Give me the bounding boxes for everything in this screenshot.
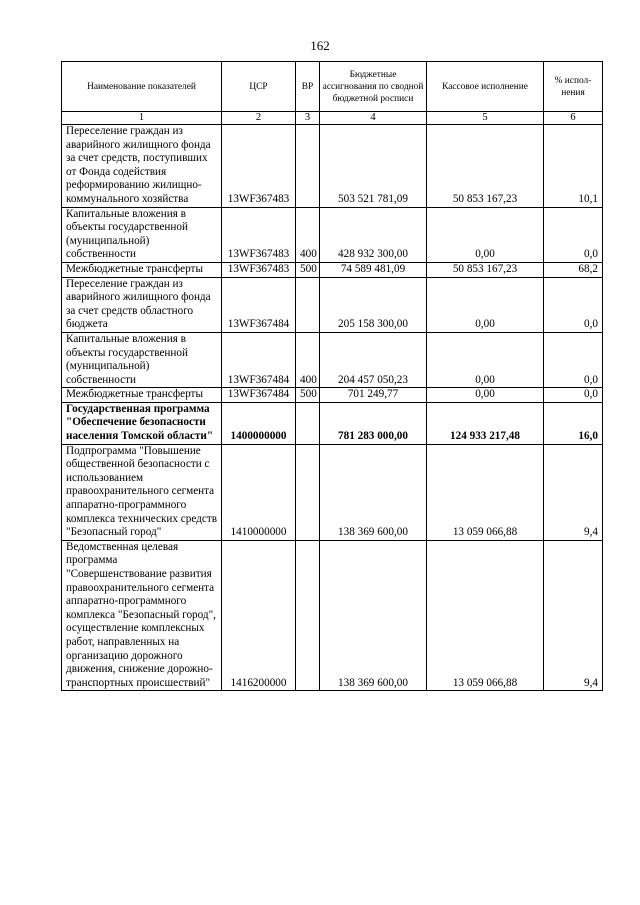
cell-budget: 138 369 600,00 bbox=[320, 444, 427, 540]
cell-pct: 0,0 bbox=[544, 207, 603, 262]
table-row bbox=[62, 332, 603, 387]
cell-csr: 13WF367484 bbox=[222, 277, 296, 332]
cell-budget: 74 589 481,09 bbox=[320, 262, 427, 277]
cell-vr bbox=[296, 125, 320, 208]
cell-name: Переселение граждан из аварийного жилищного фонда за счет средств областного бюджета bbox=[62, 277, 222, 332]
cell-budget: 503 521 781,09 bbox=[320, 125, 427, 208]
header-vr: ВР bbox=[296, 62, 320, 112]
cell-pct: 0,0 bbox=[544, 277, 603, 332]
cell-budget: 204 457 050,23 bbox=[320, 332, 427, 387]
cell-name: Межбюджетные трансферты bbox=[62, 262, 222, 277]
cell-pct: 0,0 bbox=[544, 388, 603, 403]
cell-vr: 500 bbox=[296, 262, 320, 277]
cell-cash: 0,00 bbox=[427, 332, 544, 387]
cell-cash: 13 059 066,88 bbox=[427, 540, 544, 691]
cell-budget: 138 369 600,00 bbox=[320, 540, 427, 691]
cell-cash: 124 933 217,48 bbox=[427, 402, 544, 444]
cell-budget: 205 158 300,00 bbox=[320, 277, 427, 332]
cell-csr: 13WF367484 bbox=[222, 388, 296, 403]
column-number: 6 bbox=[544, 112, 603, 125]
cell-name: Капитальные вложения в объекты государственной (муниципальной) собственности bbox=[62, 332, 222, 387]
table-row bbox=[62, 207, 603, 262]
cell-cash: 13 059 066,88 bbox=[427, 444, 544, 540]
table-row bbox=[62, 262, 603, 277]
page-number: 162 bbox=[310, 38, 330, 53]
header-name: Наименование показателей bbox=[62, 62, 222, 112]
cell-name: Ведомственная целевая программа "Совершенствование развития правоохранительного сегмента аппаратно-программного комплекса "Безопасный город", осуществление комплексных работ, направленных на организацию дорожного движения, снижение дорожно-транспортных происшествий" bbox=[62, 540, 222, 691]
column-number: 2 bbox=[222, 112, 296, 125]
column-number: 4 bbox=[320, 112, 427, 125]
header-budget: Бюджетные ассигнования по сводной бюджетной росписи bbox=[320, 62, 427, 112]
cell-csr: 1410000000 bbox=[222, 444, 296, 540]
table-row bbox=[62, 388, 603, 403]
cell-name: Межбюджетные трансферты bbox=[62, 388, 222, 403]
cell-csr: 13WF367483 bbox=[222, 207, 296, 262]
table-row bbox=[62, 540, 603, 691]
table-row bbox=[62, 402, 603, 444]
table-row bbox=[62, 444, 603, 540]
cell-budget: 428 932 300,00 bbox=[320, 207, 427, 262]
cell-vr bbox=[296, 402, 320, 444]
cell-vr: 400 bbox=[296, 332, 320, 387]
table-body bbox=[62, 125, 603, 691]
cell-budget: 701 249,77 bbox=[320, 388, 427, 403]
cell-cash: 0,00 bbox=[427, 388, 544, 403]
cell-cash: 50 853 167,23 bbox=[427, 262, 544, 277]
cell-name: Капитальные вложения в объекты государственной (муниципальной) собственности bbox=[62, 207, 222, 262]
cell-pct: 10,1 bbox=[544, 125, 603, 208]
cell-csr: 1400000000 bbox=[222, 402, 296, 444]
cell-pct: 16,0 bbox=[544, 402, 603, 444]
column-number-row bbox=[62, 112, 603, 125]
cell-name: Государственная программа "Обеспечение безопасности населения Томской области" bbox=[62, 402, 222, 444]
header-cash: Кассовое исполнение bbox=[427, 62, 544, 112]
table-row bbox=[62, 277, 603, 332]
table-row bbox=[62, 125, 603, 208]
cell-cash: 0,00 bbox=[427, 207, 544, 262]
column-number: 3 bbox=[296, 112, 320, 125]
cell-vr bbox=[296, 444, 320, 540]
cell-cash: 50 853 167,23 bbox=[427, 125, 544, 208]
cell-vr: 500 bbox=[296, 388, 320, 403]
cell-csr: 13WF367483 bbox=[222, 125, 296, 208]
budget-execution-table bbox=[61, 61, 603, 691]
cell-name: Переселение граждан из аварийного жилищного фонда за счет средств, поступивших от Фонда содействия реформированию жилищно-коммунального хозяйства bbox=[62, 125, 222, 208]
column-number: 5 bbox=[427, 112, 544, 125]
cell-csr: 13WF367484 bbox=[222, 332, 296, 387]
cell-name: Подпрограмма "Повышение общественной безопасности с использованием правоохранительного сегмента аппаратно-программного комплекса технических средств "Безопасный город" bbox=[62, 444, 222, 540]
cell-budget: 781 283 000,00 bbox=[320, 402, 427, 444]
cell-cash: 0,00 bbox=[427, 277, 544, 332]
cell-vr: 400 bbox=[296, 207, 320, 262]
cell-pct: 0,0 bbox=[544, 332, 603, 387]
column-number: 1 bbox=[62, 112, 222, 125]
cell-vr bbox=[296, 277, 320, 332]
cell-vr bbox=[296, 540, 320, 691]
cell-pct: 68,2 bbox=[544, 262, 603, 277]
header-csr: ЦСР bbox=[222, 62, 296, 112]
cell-csr: 1416200000 bbox=[222, 540, 296, 691]
cell-pct: 9,4 bbox=[544, 444, 603, 540]
header-pct: % испол-нения bbox=[544, 62, 603, 112]
table-header-row bbox=[62, 62, 603, 112]
cell-pct: 9,4 bbox=[544, 540, 603, 691]
cell-csr: 13WF367483 bbox=[222, 262, 296, 277]
